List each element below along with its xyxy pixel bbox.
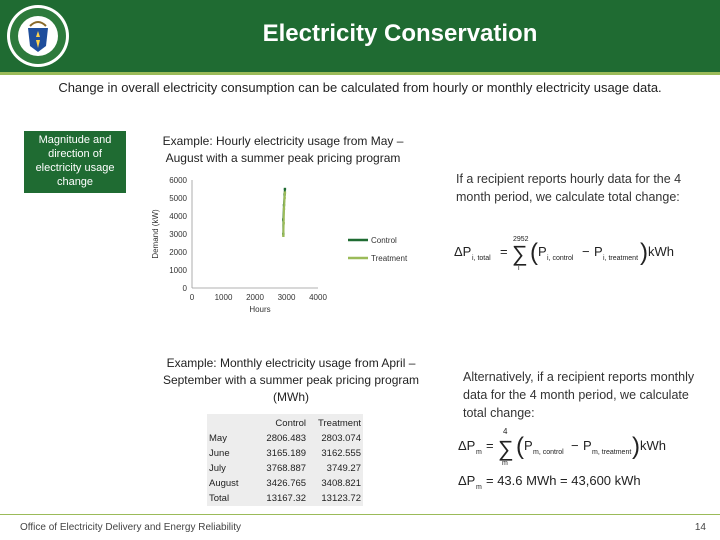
svg-text:=: = — [500, 244, 508, 259]
eq1-sum-symbol: ∑ — [512, 241, 528, 266]
eq2-lhs: ΔP — [458, 438, 476, 453]
svg-text:): ) — [632, 433, 640, 460]
x-tick-label: 0 — [189, 293, 195, 302]
hourly-demand-chart — [150, 170, 430, 320]
table-cell: 3426.765 — [266, 478, 307, 489]
table-cell: August — [209, 478, 239, 489]
eq2-unit: kWh — [640, 438, 666, 453]
side-label-box: Magnitude and direction of electricity usage change — [24, 131, 126, 193]
table-row — [207, 491, 363, 506]
svg-text:−: − — [582, 244, 590, 259]
svg-text:−: − — [571, 438, 579, 453]
hourly-total-equation — [452, 232, 702, 276]
y-tick-label: 2000 — [169, 248, 187, 257]
table-cell: 13167.32 — [266, 493, 307, 504]
monthly-usage-table — [207, 416, 363, 506]
eq1-lhs-sub: i, total — [472, 255, 491, 262]
eq2-sum-lower: m — [502, 460, 508, 467]
table-cell: 3768.887 — [266, 463, 307, 474]
title-accent-line — [0, 72, 720, 75]
x-tick-label: 4000 — [309, 293, 327, 302]
page-number: 14 — [694, 522, 706, 533]
legend-label-control: Control — [371, 236, 397, 245]
monthly-total-equations — [452, 398, 702, 494]
table-cell: 3408.821 — [321, 478, 361, 489]
svg-text:): ) — [640, 239, 648, 266]
table-row — [207, 476, 363, 491]
svg-text:=: = — [486, 438, 494, 453]
y-tick-label: 6000 — [169, 176, 187, 185]
x-tick-label: 2000 — [246, 293, 264, 302]
eq3-rhs: = 43.6 MWh = 43,600 kWh — [486, 473, 641, 488]
y-tick-label: 4000 — [169, 212, 187, 221]
table-cell: Total — [209, 493, 230, 504]
series-line-treatment — [283, 193, 285, 236]
monthly-note: Alternatively, if a recipient reports monthly data for the 4 month period, we calculate total change: — [463, 370, 695, 420]
eq1-lhs: ΔP — [454, 244, 472, 259]
table-cell: 2806.483 — [266, 433, 307, 444]
y-tick-label: 1000 — [169, 266, 187, 275]
table-row — [207, 461, 363, 476]
slide-title: Electricity Conservation — [262, 20, 538, 47]
legend-label-treatment: Treatment — [371, 254, 408, 263]
table-cell: 3162.555 — [321, 448, 361, 459]
doe-seal-logo — [6, 4, 70, 68]
table-cell: 3165.189 — [266, 448, 307, 459]
eq1-unit: kWh — [648, 244, 674, 259]
eq2-lhs-sub: m — [476, 449, 482, 456]
y-axis-label: Demand (kW) — [151, 209, 160, 259]
eq1-term2-sub: i, treatment — [603, 255, 639, 262]
table-cell: 3749.27 — [326, 463, 361, 474]
table-cell: May — [209, 433, 227, 444]
eq2-term1-sub: m, control — [533, 449, 564, 456]
footer-org: Office of Electricity Delivery and Energy Reliability — [20, 522, 242, 533]
eq2-term2-sub: m, treatment — [592, 449, 632, 456]
eq1-term1-sub: i, control — [547, 255, 574, 262]
eq1-term2: P — [594, 244, 603, 259]
x-tick-label: 1000 — [214, 293, 233, 302]
table-cell: 2803.074 — [321, 433, 361, 444]
svg-text:(: ( — [530, 239, 538, 266]
slide-subtitle: Change in overall electricity consumption can be calculated from hourly or monthly electricity usage data. — [58, 80, 662, 95]
eq2-sum-symbol: ∑ — [498, 436, 514, 461]
eq2-sum-upper: 4 — [503, 427, 508, 436]
table-header-cell: Treatment — [318, 418, 361, 429]
y-tick-label: 5000 — [169, 194, 187, 203]
table-row — [207, 446, 363, 461]
eq3-lhs: ΔP — [458, 473, 476, 488]
eq1-term1: P — [538, 244, 547, 259]
eq2-term1: P — [524, 438, 533, 453]
table-cell: July — [209, 463, 226, 474]
eq2-term2: P — [583, 438, 592, 453]
x-tick-label: 3000 — [277, 293, 296, 302]
footer-divider — [0, 514, 720, 515]
table-row — [207, 431, 363, 446]
table-cell: June — [209, 448, 230, 459]
table-header-cell: Control — [275, 418, 307, 429]
table-cell: 13123.72 — [321, 493, 361, 504]
table-header-cell — [207, 416, 257, 431]
hourly-note: If a recipient reports hourly data for the 4 month period, we calculate total change: — [456, 172, 682, 204]
svg-text:(: ( — [516, 433, 524, 460]
x-axis-label: Hours — [249, 305, 271, 314]
table-header-row — [207, 416, 363, 431]
hourly-example-title: Example: Hourly electricity usage from May – August with a summer peak pricing program — [162, 134, 404, 165]
monthly-example-title: Example: Monthly electricity usage from April – September with a summer peak pricing program (MWh) — [162, 356, 420, 404]
eq3-lhs-sub: m — [476, 484, 482, 491]
eq1-sum-lower: i — [518, 265, 520, 272]
eq1-sum-upper: 2952 — [513, 236, 529, 243]
y-tick-label: 3000 — [169, 230, 187, 239]
y-tick-label: 0 — [182, 284, 187, 293]
